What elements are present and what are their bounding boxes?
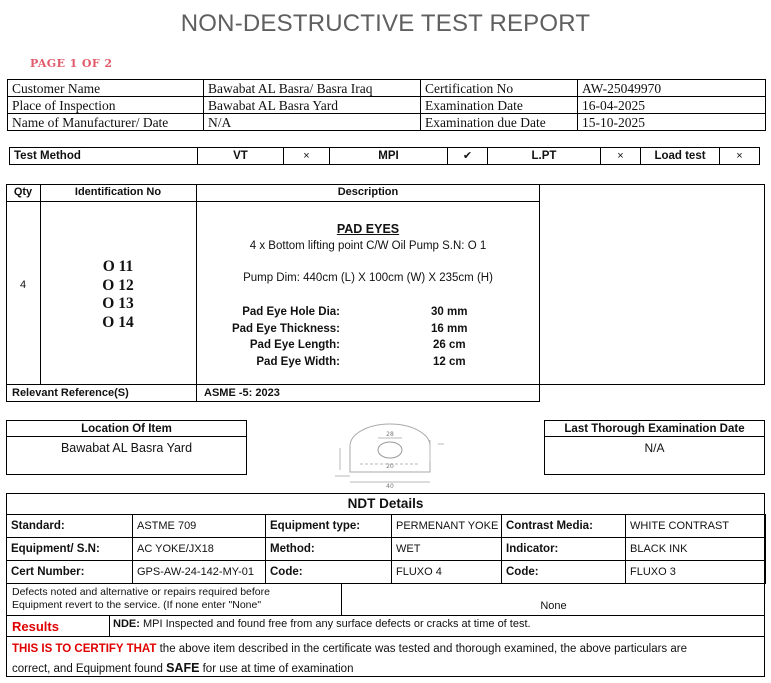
- certify-text: correct, and Equipment found: [12, 663, 167, 675]
- info-table: [7, 79, 766, 131]
- description-line: 4 x Bottom lifting point C/W Oil Pump S.N: O 1: [249, 240, 487, 252]
- spec-value: 26 cm: [433, 339, 466, 351]
- spec-row: [196, 321, 540, 338]
- last-exam-label: Last Thorough Examination Date: [564, 423, 745, 435]
- reference-value: ASME -5: 2023: [204, 387, 280, 399]
- identification-item: O 11: [102, 258, 134, 275]
- method-value: WET: [392, 538, 502, 561]
- manufacturer-label: Name of Manufacturer/ Date: [8, 114, 204, 131]
- table-row: [7, 561, 766, 584]
- cert-number-value: GPS-AW-24-142-MY-01: [133, 561, 266, 584]
- code-value: FLUXO 3: [626, 561, 766, 584]
- method-label: Method:: [266, 538, 392, 561]
- manufacturer-value: N/A: [204, 114, 421, 131]
- quantity-value: 4: [19, 279, 27, 291]
- drawing-dim-mid: 20: [386, 463, 394, 470]
- description-title: PAD EYES: [336, 222, 400, 236]
- defects-value: None: [540, 600, 567, 612]
- ndt-table: [6, 514, 766, 584]
- table-row: [7, 538, 766, 561]
- vt-label: VT: [198, 148, 284, 165]
- safe-label: SAFE: [166, 661, 200, 675]
- pad-eye-specs: [196, 304, 540, 370]
- due-date-value: 15-10-2025: [578, 114, 766, 131]
- table-row: [8, 114, 766, 131]
- equipment-sn-value: AC YOKE/JX18: [133, 538, 266, 561]
- test-method-table: [9, 147, 760, 165]
- identification-item: O 14: [102, 313, 134, 331]
- place-label: Place of Inspection: [8, 97, 204, 114]
- nde-result: [113, 618, 531, 630]
- equipment-type-label: Equipment type:: [266, 515, 392, 538]
- drawing-dim-top: 28: [386, 431, 394, 438]
- customer-name-value: Bawabat AL Basra/ Basra Iraq: [204, 80, 421, 97]
- reference-label: Relevant Reference(S): [12, 387, 129, 399]
- identification-item: O 12: [102, 276, 134, 294]
- defects-label-line: Equipment revert to the service. (If none enter "None": [12, 599, 262, 611]
- lpt-cross-icon: ×: [601, 148, 641, 165]
- table-row: [7, 515, 766, 538]
- spec-row: [196, 337, 540, 354]
- standard-label: Standard:: [7, 515, 133, 538]
- page-label: PAGE 1 OF 2: [30, 57, 113, 70]
- standard-value: ASTME 709: [133, 515, 266, 538]
- mpi-check-icon: ✔: [448, 148, 488, 165]
- exam-date-label: Examination Date: [421, 97, 578, 114]
- ndt-title: NDT Details: [347, 496, 424, 511]
- load-test-label: Load test: [641, 148, 720, 165]
- spec-value: 12 cm: [433, 355, 466, 368]
- spec-row: [196, 304, 540, 321]
- test-method-label: Test Method: [10, 148, 198, 165]
- results-label: Results: [12, 619, 59, 634]
- qty-header: Qty: [13, 186, 33, 198]
- last-exam-value: N/A: [644, 441, 665, 455]
- equipment-type-value: PERMENANT YOKE: [392, 515, 502, 538]
- certify-text: for use at time of examination: [199, 663, 354, 675]
- vt-cross-icon: ×: [284, 148, 330, 165]
- cert-number-label: Cert Number:: [7, 561, 133, 584]
- place-value: Bawabat AL Basra Yard: [204, 97, 421, 114]
- spec-row: [196, 354, 540, 371]
- table-row: [10, 148, 760, 165]
- spec-value: 16 mm: [431, 322, 468, 335]
- spec-label: Pad Eye Width:: [256, 355, 340, 368]
- certify-text: the above item described in the certificate was tested and thorough examined, the above particulars are: [156, 643, 687, 655]
- location-value: Bawabat AL Basra Yard: [60, 441, 193, 455]
- contrast-media-label: Contrast Media:: [502, 515, 626, 538]
- spec-value: 30 mm: [431, 306, 468, 318]
- load-test-cross-icon: ×: [720, 148, 760, 165]
- code-value: FLUXO 4: [392, 561, 502, 584]
- nde-label: NDE:: [113, 618, 140, 630]
- code-label: Code:: [266, 561, 392, 584]
- pad-eye-drawing: [320, 420, 460, 492]
- code-label: Code:: [502, 561, 626, 584]
- exam-date-value: 16-04-2025: [578, 97, 766, 114]
- certification-no-label: Certification No: [421, 80, 578, 97]
- customer-name-label: Customer Name: [8, 80, 204, 97]
- identification-item: O 13: [102, 295, 134, 312]
- equipment-sn-label: Equipment/ S.N:: [7, 538, 133, 561]
- due-date-label: Examination due Date: [421, 114, 578, 131]
- location-label: Location Of Item: [81, 423, 172, 435]
- identification-header: Identification No: [74, 186, 162, 198]
- drawing-dim-bottom: 40: [386, 483, 394, 490]
- spec-label: Pad Eye Length:: [249, 339, 340, 351]
- defects-label-line: Defects noted and alternative or repairs required before: [12, 586, 270, 598]
- contrast-media-value: WHITE CONTRAST: [626, 515, 766, 538]
- table-row: [8, 80, 766, 97]
- mpi-label: MPI: [330, 148, 448, 165]
- pump-dimensions: Pump Dim: 440cm (L) X 100cm (W) X 235cm (H): [243, 272, 493, 284]
- indicator-value: BLACK INK: [626, 538, 766, 561]
- indicator-label: Indicator:: [502, 538, 626, 561]
- description-header: Description: [337, 186, 399, 198]
- defects-label: [12, 586, 270, 612]
- identification-list: [40, 258, 196, 332]
- report-title: NON-DESTRUCTIVE TEST REPORT: [180, 10, 591, 37]
- spec-label: Pad Eye Thickness:: [231, 322, 340, 335]
- certify-heading: THIS IS TO CERTIFY THAT: [12, 643, 157, 655]
- certification-no-value: AW-25049970: [578, 80, 766, 97]
- spec-label: Pad Eye Hole Dia:: [242, 306, 340, 318]
- lpt-label: L.PT: [488, 148, 601, 165]
- nde-text: MPI Inspected and found free from any surface defects or cracks at time of test.: [142, 618, 531, 630]
- certification-statement: [12, 640, 762, 679]
- table-row: [8, 97, 766, 114]
